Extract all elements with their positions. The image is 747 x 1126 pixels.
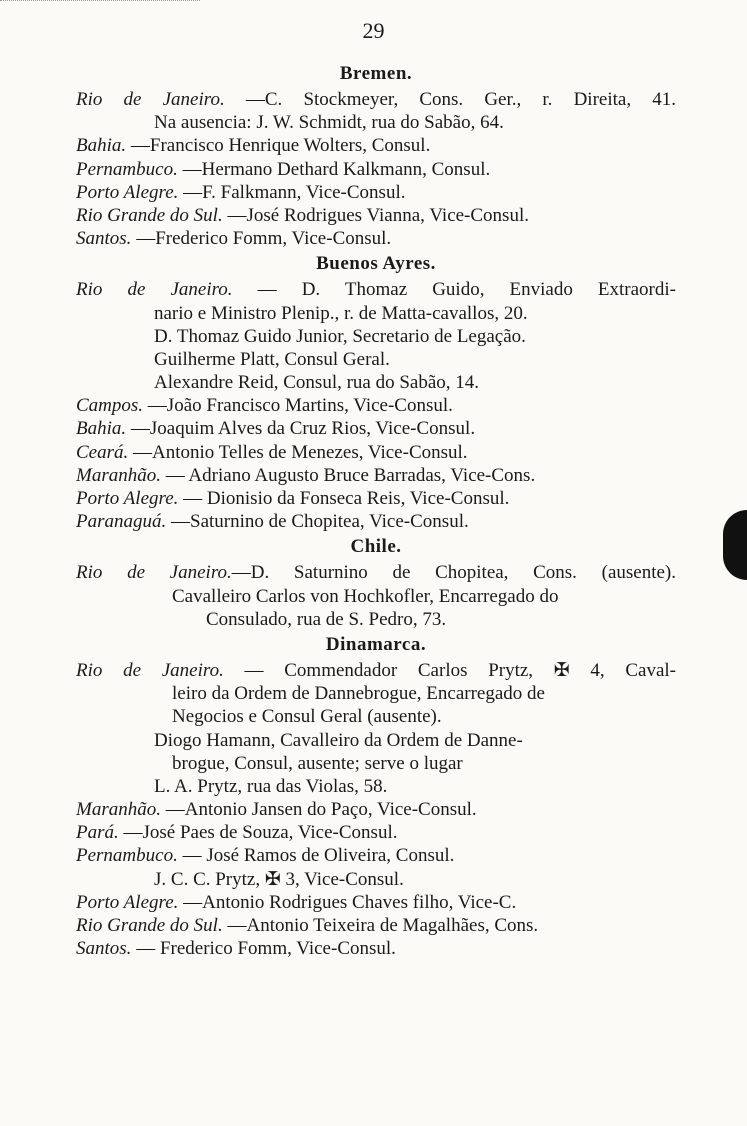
entry-line (76, 348, 676, 371)
section-heading-bremen: Bremen. (339, 63, 413, 84)
entry-text: Diogo Hamann, Cavalleiro da Ordem de Danne- (154, 729, 523, 751)
entry-text: — D. Thomaz Guido, Enviado Extraordi- (232, 279, 676, 301)
entry-line (76, 821, 676, 844)
entry-text: —Saturnino de Chopitea, Vice-Consul. (166, 511, 469, 533)
entry-line (76, 278, 676, 301)
entry-text: — Commendador Carlos Prytz, ✠ 4, Caval- (223, 659, 676, 681)
entry-text: Na ausencia: J. W. Schmidt, rua do Sabão, 64. (154, 112, 504, 134)
entry-text: —C. Stockmeyer, Cons. Ger., r. Direita, 41. (224, 89, 676, 110)
entry-line (76, 464, 676, 487)
location-label: Rio de Janeiro. (76, 279, 233, 301)
page-content (76, 60, 676, 960)
entry-text: Cavalleiro Carlos von Hochkofler, Encarregado do (172, 585, 559, 607)
entry-text: —Antonio Telles de Menezes, Vice-Consul. (128, 441, 468, 463)
section-heading-buenos-ayres: Buenos Ayres. (316, 253, 436, 275)
entry-line (76, 510, 676, 533)
entry-text: —João Francisco Martins, Vice-Consul. (143, 395, 453, 417)
location-label: Rio Grande do Sul. (76, 915, 223, 936)
entry-text: Consulado, rua de S. Pedro, 73. (206, 608, 447, 630)
location-label: Pernambuco. (76, 845, 178, 867)
location-label: Porto Alegre. (76, 181, 179, 203)
entry-line (76, 868, 676, 891)
entry-line (76, 325, 676, 348)
entry-line (76, 181, 676, 204)
entry-text: —Joaquim Alves da Cruz Rios, Vice-Consul. (126, 418, 476, 440)
entry-text: —Antonio Rodrigues Chaves filho, Vice-C. (178, 891, 517, 913)
section-heading-dinamarca: Dinamarca. (325, 633, 427, 655)
entry-text: Alexandre Reid, Consul, rua do Sabão, 14. (154, 372, 480, 394)
location-label: Rio Grande do Sul. (76, 204, 223, 226)
entry-text: —Antonio Teixeira de Magalhães, Cons. (222, 915, 539, 936)
location-label: Rio de Janeiro. (76, 89, 225, 110)
entry-text: — José Ramos de Oliveira, Consul. (177, 845, 455, 867)
entry-line (76, 88, 676, 111)
entry-line (76, 134, 676, 157)
entry-line (76, 752, 676, 775)
entry-line (76, 659, 676, 682)
page-number: 29 (362, 18, 385, 43)
entry-line (76, 111, 676, 134)
entry-line (76, 798, 676, 821)
location-label: Pernambuco. (76, 158, 178, 180)
entry-text: L. A. Prytz, rua das Violas, 58. (154, 775, 388, 797)
entry-line (76, 775, 676, 798)
location-label: Santos. (76, 938, 132, 960)
location-label: Santos. (76, 228, 132, 250)
location-label: Bahia. (76, 135, 127, 157)
entry-text: —D. Saturnino de Chopitea, Cons. (ausente). (231, 562, 676, 584)
entry-line (76, 682, 676, 705)
entry-text: —Francisco Henrique Wolters, Consul. (126, 135, 431, 157)
entry-line (76, 914, 676, 937)
entry-text: —José Rodrigues Vianna, Vice-Consul. (222, 204, 529, 226)
entry-line (76, 608, 676, 631)
entry-line (76, 302, 676, 325)
entry-line (76, 937, 676, 960)
entry-text: —Frederico Fomm, Vice-Consul. (131, 228, 392, 250)
entry-text: —Antonio Jansen do Paço, Vice-Consul. (160, 799, 477, 821)
entry-line (76, 371, 676, 394)
entry-line (76, 417, 676, 440)
entry-line (76, 204, 676, 227)
location-label: Bahia. (76, 418, 127, 440)
entry-line (76, 394, 676, 417)
location-label: Porto Alegre. (76, 488, 179, 509)
location-label: Paranaguá. (76, 511, 167, 533)
entry-line (76, 158, 676, 181)
entry-text: —F. Falkmann, Vice-Consul. (178, 181, 406, 203)
entry-text: — Dionisio da Fonseca Reis, Vice-Consul. (178, 488, 510, 509)
entry-text: —Hermano Dethard Kalkmann, Consul. (177, 158, 491, 180)
entry-line (76, 891, 676, 914)
top-edge-specks (0, 0, 200, 11)
entry-text: brogue, Consul, ausente; serve o lugar (172, 752, 463, 774)
entry-line (76, 729, 676, 752)
entry-line (76, 441, 676, 464)
location-label: Ceará. (76, 441, 129, 463)
entry-line (76, 227, 676, 250)
entry-text: J. C. C. Prytz, ✠ 3, Vice-Consul. (154, 868, 404, 890)
entry-line (76, 561, 676, 584)
ink-blot-mark (723, 510, 747, 580)
entry-text: D. Thomaz Guido Junior, Secretario de Legação. (154, 325, 526, 347)
location-label: Pará. (76, 822, 119, 844)
entry-line (76, 585, 676, 608)
location-label: Porto Alegre. (76, 891, 179, 913)
location-label: Campos. (76, 395, 144, 417)
entry-line (76, 844, 676, 867)
entry-text: — Adriano Augusto Bruce Barradas, Vice-Cons. (160, 464, 536, 486)
entry-line (76, 487, 676, 510)
entry-text: leiro da Ordem de Dannebrogue, Encarregado de (172, 683, 545, 705)
entry-text: Negocios e Consul Geral (ausente). (172, 706, 442, 728)
location-label: Rio de Janeiro. (76, 659, 224, 681)
entry-text: nario e Ministro Plenip., r. de Matta-cavallos, 20. (154, 302, 528, 324)
location-label: Maranhão. (76, 464, 161, 486)
entry-text: Guilherme Platt, Consul Geral. (154, 348, 390, 370)
section-heading-chile: Chile. (350, 536, 402, 558)
location-label: Rio de Janeiro. (76, 562, 232, 584)
entry-text: —José Paes de Souza, Vice-Consul. (118, 822, 398, 844)
entry-line (76, 705, 676, 728)
location-label: Maranhão. (76, 799, 161, 821)
entry-text: — Frederico Fomm, Vice-Consul. (131, 938, 396, 960)
